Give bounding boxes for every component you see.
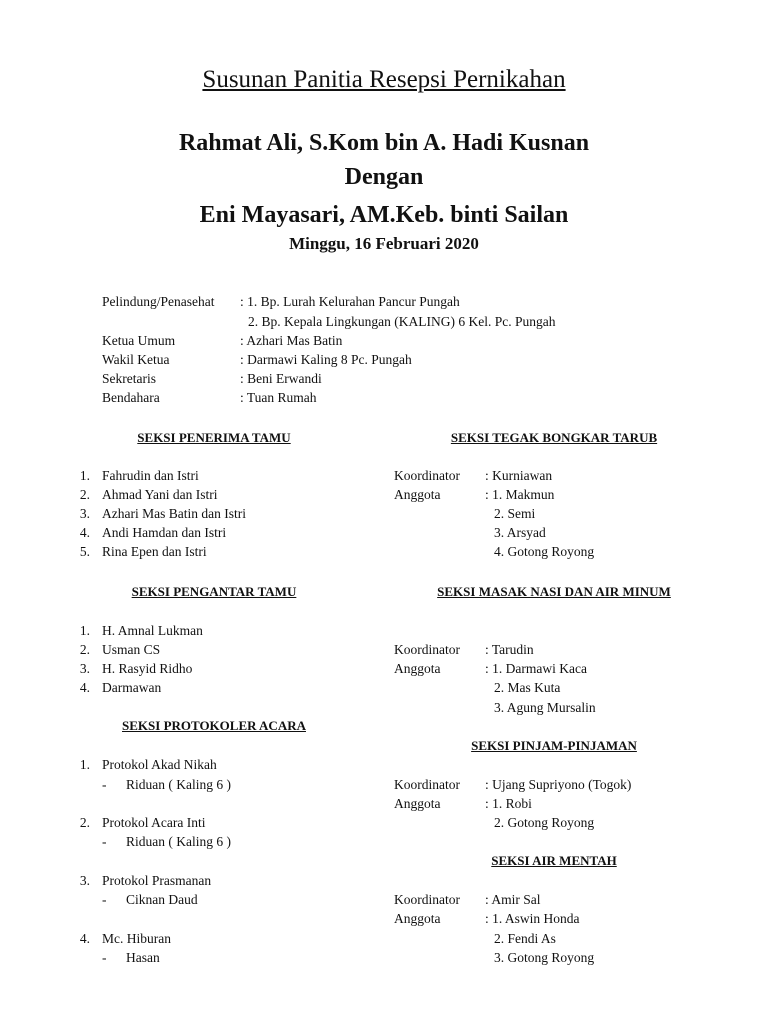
item-number: 2. bbox=[79, 487, 90, 502]
item-number: 3. bbox=[79, 506, 90, 521]
item-number: 1. bbox=[79, 757, 90, 772]
document-title: Susunan Panitia Resepsi Pernikahan bbox=[202, 66, 566, 93]
member-value: : 1. Aswin Honda bbox=[485, 911, 580, 926]
sub-item-text: Hasan bbox=[126, 950, 160, 965]
member-value: : Kurniawan bbox=[485, 468, 553, 483]
item-text: Protokol Akad Nikah bbox=[102, 757, 217, 772]
sub-item-text: Ciknan Daud bbox=[126, 892, 198, 907]
item-number: 5. bbox=[79, 544, 90, 559]
member-value: 2. Fendi As bbox=[494, 931, 556, 946]
officer-value: : Beni Erwandi bbox=[240, 371, 322, 386]
item-text: Andi Hamdan dan Istri bbox=[102, 525, 227, 540]
item-text: Protokol Acara Inti bbox=[102, 815, 206, 830]
section-heading: SEKSI PROTOKOLER ACARA bbox=[122, 718, 306, 733]
member-value: : Amir Sal bbox=[485, 892, 541, 907]
member-role: Anggota bbox=[394, 796, 441, 811]
item-text: Fahrudin dan Istri bbox=[102, 468, 199, 483]
item-text: Darmawan bbox=[102, 680, 162, 695]
section-heading: SEKSI MASAK NASI DAN AIR MINUM bbox=[437, 584, 671, 599]
member-value: : 1. Robi bbox=[485, 796, 532, 811]
groom-name: Rahmat Ali, S.Kom bin A. Hadi Kusnan bbox=[178, 130, 590, 156]
officer-value: 2. Bp. Kepala Lingkungan (KALING) 6 Kel. Pc. Pungah bbox=[248, 314, 556, 329]
member-role: Koordinator bbox=[394, 468, 460, 483]
item-text: Ahmad Yani dan Istri bbox=[102, 487, 218, 502]
item-number: 4. bbox=[79, 680, 90, 695]
item-number: 3. bbox=[79, 661, 90, 676]
officer-value: : Azhari Mas Batin bbox=[240, 333, 343, 348]
section-heading: SEKSI PINJAM-PINJAMAN bbox=[471, 738, 637, 753]
member-value: 2. Gotong Royong bbox=[494, 815, 595, 830]
sub-item-dash: - bbox=[102, 892, 107, 907]
officer-value: : 1. Bp. Lurah Kelurahan Pancur Pungah bbox=[240, 294, 460, 309]
section-heading: SEKSI PENGANTAR TAMU bbox=[131, 584, 297, 599]
member-value: 2. Semi bbox=[494, 506, 536, 521]
sub-item-dash: - bbox=[102, 950, 107, 965]
item-number: 4. bbox=[79, 525, 90, 540]
item-number: 1. bbox=[79, 623, 90, 638]
item-text: Rina Epen dan Istri bbox=[102, 544, 207, 559]
section-heading: SEKSI AIR MENTAH bbox=[491, 853, 617, 868]
officer-label: Pelindung/Penasehat bbox=[102, 294, 215, 309]
item-number: 2. bbox=[79, 642, 90, 657]
member-value: 4. Gotong Royong bbox=[494, 544, 595, 559]
member-role: Anggota bbox=[394, 661, 441, 676]
member-value: : 1. Darmawi Kaca bbox=[485, 661, 587, 676]
conjunction: Dengan bbox=[344, 164, 424, 190]
section-heading: SEKSI PENERIMA TAMU bbox=[137, 430, 291, 445]
officer-value: : Darmawi Kaling 8 Pc. Pungah bbox=[240, 352, 412, 367]
member-value: 3. Gotong Royong bbox=[494, 950, 595, 965]
officer-label: Bendahara bbox=[102, 390, 160, 405]
member-role: Koordinator bbox=[394, 777, 460, 792]
bride-name: Eni Mayasari, AM.Keb. binti Sailan bbox=[199, 202, 569, 228]
sub-item-text: Riduan ( Kaling 6 ) bbox=[126, 777, 231, 792]
sub-item-dash: - bbox=[102, 777, 107, 792]
item-text: Protokol Prasmanan bbox=[102, 873, 212, 888]
item-number: 3. bbox=[79, 873, 90, 888]
member-role: Anggota bbox=[394, 911, 441, 926]
item-text: Mc. Hiburan bbox=[102, 931, 171, 946]
item-number: 1. bbox=[79, 468, 90, 483]
item-number: 4. bbox=[79, 931, 90, 946]
item-number: 2. bbox=[79, 815, 90, 830]
member-role: Koordinator bbox=[394, 642, 460, 657]
section-heading: SEKSI TEGAK BONGKAR TARUB bbox=[450, 430, 658, 445]
officer-value: : Tuan Rumah bbox=[240, 390, 317, 405]
member-value: 3. Agung Mursalin bbox=[494, 700, 596, 715]
item-text: Usman CS bbox=[102, 642, 161, 657]
event-date: Minggu, 16 Februari 2020 bbox=[289, 234, 479, 253]
item-text: H. Rasyid Ridho bbox=[102, 661, 193, 676]
sub-item-dash: - bbox=[102, 834, 107, 849]
member-value: : Tarudin bbox=[485, 642, 534, 657]
member-role: Koordinator bbox=[394, 892, 460, 907]
member-value: : 1. Makmun bbox=[485, 487, 555, 502]
officer-label: Wakil Ketua bbox=[102, 352, 170, 367]
member-value: 3. Arsyad bbox=[494, 525, 546, 540]
member-value: 2. Mas Kuta bbox=[494, 680, 561, 695]
item-text: Azhari Mas Batin dan Istri bbox=[102, 506, 246, 521]
item-text: H. Amnal Lukman bbox=[102, 623, 203, 638]
officer-label: Sekretaris bbox=[102, 371, 156, 386]
member-role: Anggota bbox=[394, 487, 441, 502]
officer-label: Ketua Umum bbox=[102, 333, 176, 348]
sub-item-text: Riduan ( Kaling 6 ) bbox=[126, 834, 231, 849]
member-value: : Ujang Supriyono (Togok) bbox=[485, 777, 632, 792]
